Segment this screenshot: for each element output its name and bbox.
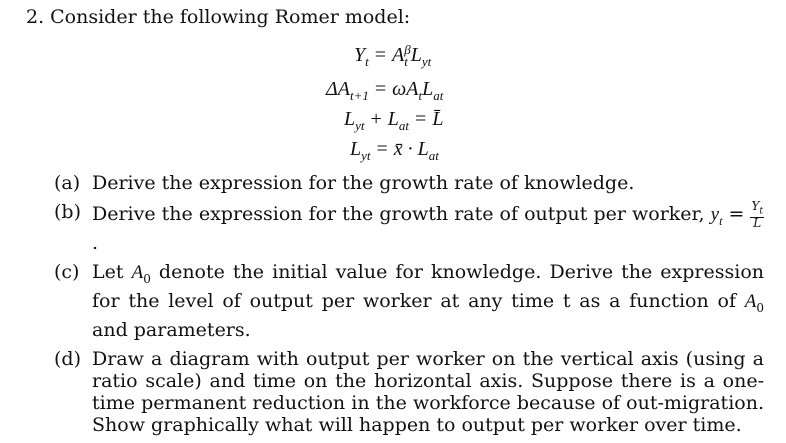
question-number: 2. xyxy=(26,6,45,28)
item-d: (d) Draw a diagram with output per worker on the vertical axis (using a ratio scale) and time on the horizontal axis. Suppose there is a one-time permanent reduction in the workforce because of out-migration. Show graphically what will happen to output per worker over time. xyxy=(54,347,764,436)
equation-knowledge: $\Delta A_{t+1} = \omega A_tL_{at}$ xyxy=(326,78,444,103)
item-a: (a) Derive the expression for the growth rate of knowledge. xyxy=(54,172,635,194)
equation-share: $L_{yt}$ = x̄ · $L_{at}$ xyxy=(350,138,439,163)
question-heading xyxy=(26,6,410,28)
item-b: (b) Derive the expression for the growth rate of output per worker, $y_t$ = $\frac{Y_t}{L}$ . xyxy=(54,199,764,254)
question-text: Consider the following Romer model: xyxy=(50,6,411,28)
question-items xyxy=(54,172,764,443)
item-c: (c) Let $A_0$ denote the initial value for knowledge. Derive the expression for the level of output per worker at any time t as a function of $A_0$ and parameters. xyxy=(54,261,765,341)
fraction: $\frac{Y_t}{L}$ xyxy=(751,199,764,231)
equation-output: $Y_t = A$ β t $L_{yt}$ xyxy=(354,42,432,70)
equation-labor: $L_{yt} + L_{at}$ = L̄ xyxy=(344,108,444,133)
